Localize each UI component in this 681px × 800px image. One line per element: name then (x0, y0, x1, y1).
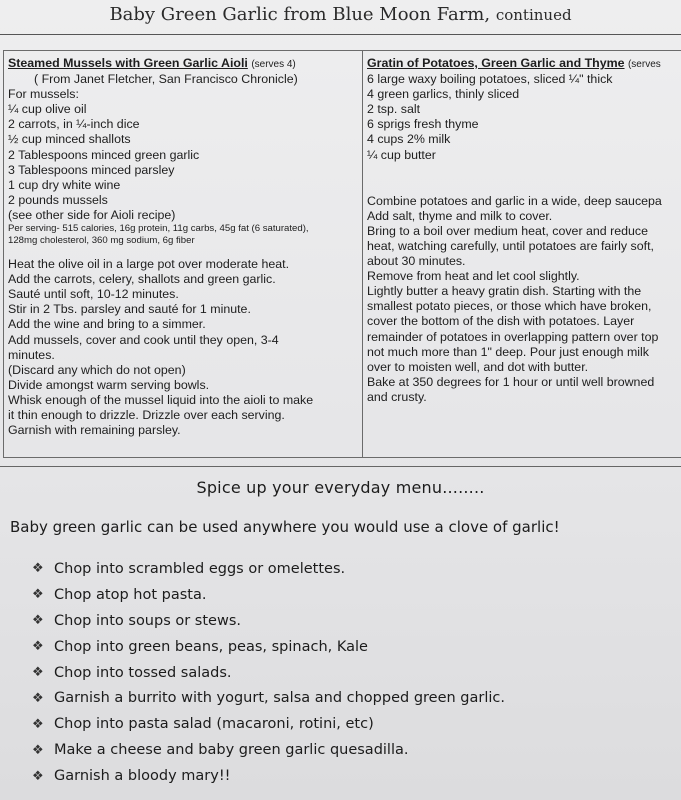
page-title-continued: continued (495, 6, 572, 24)
ingredient-line: 2 carrots, in ¼-inch dice (8, 117, 140, 132)
tip-text: Chop into green beans, peas, spinach, Kale (54, 638, 368, 655)
direction-line: Add salt, thyme and milk to cover. (367, 208, 553, 223)
ingredient-line: 2 Tablespoons minced green garlic (8, 147, 200, 162)
ingredient-line: 2 pounds mussels (8, 192, 108, 207)
direction-line: over to moisten well, and dot with butter. (367, 359, 589, 374)
ingredient-line: For mussels: (8, 87, 79, 102)
spice-section-title: Spice up your everyday menu........ (196, 478, 485, 497)
direction-line: not much more than 1" deep. Pour just enough milk (367, 344, 649, 359)
tip-text: Chop atop hot pasta. (54, 586, 207, 603)
ingredient-line: 6 sprigs fresh thyme (367, 117, 479, 132)
left-directions (8, 257, 358, 438)
direction-line: Lightly butter a heavy gratin dish. Starting with the (367, 284, 642, 299)
direction-line: about 30 minutes. (367, 254, 466, 269)
direction-line: Add the wine and bring to a simmer. (8, 317, 206, 332)
direction-line: heat, watching carefully, until potatoes are fairly soft, (367, 238, 654, 253)
left-ingredients (8, 87, 358, 223)
nutrition-info (8, 223, 358, 247)
direction-line: Combine potatoes and garlic in a wide, deep saucepa (367, 193, 662, 208)
ingredient-line: 2 tsp. salt (367, 102, 421, 117)
left-recipe-source: ( From Janet Fletcher, San Francisco Chronicle) (34, 72, 298, 87)
ingredient-line: (see other side for Aioli recipe) (8, 207, 176, 222)
tip-text: Chop into soups or stews. (54, 612, 241, 629)
direction-line: Add mussels, cover and cook until they open, 3-4 (8, 332, 279, 347)
tip-text: Make a cheese and baby green garlic quesadilla. (54, 742, 409, 759)
diamond-bullet-icon: ❖ (32, 587, 44, 603)
left-recipe-serves: (serves 4) (251, 59, 296, 70)
direction-line: Divide amongst warm serving bowls. (8, 377, 210, 392)
list-item (32, 660, 505, 686)
diamond-bullet-icon: ❖ (32, 561, 44, 577)
left-recipe (8, 56, 358, 438)
direction-line: cover the bottom of the dish with potatoes. Layer (367, 314, 635, 329)
nutrition-line: 128mg cholesterol, 360 mg sodium, 6g fiber (8, 235, 195, 247)
direction-line: Stir in 2 Tbs. parsley and sauté for 1 minute. (8, 302, 251, 317)
direction-line: Sauté until soft, 10-12 minutes. (8, 287, 179, 302)
recipe-column-divider (362, 50, 363, 458)
direction-line: remainder of potatoes in overlapping pattern over top (367, 329, 659, 344)
direction-line: Whisk enough of the mussel liquid into the aioli to make (8, 392, 314, 407)
diamond-bullet-icon: ❖ (32, 665, 44, 680)
direction-line: minutes. (8, 347, 55, 362)
ingredient-line: 3 Tablespoons minced parsley (8, 162, 175, 177)
list-item (32, 685, 505, 711)
list-item (32, 582, 505, 608)
tip-text: Chop into tossed salads. (54, 664, 232, 681)
tip-text: Chop into scrambled eggs or omelettes. (54, 560, 346, 577)
section-rule (0, 466, 681, 467)
tip-text: Chop into pasta salad (macaroni, rotini, etc) (54, 716, 374, 733)
diamond-bullet-icon: ❖ (32, 768, 44, 784)
direction-line: it thin enough to drizzle. Drizzle over each serving. (8, 407, 285, 422)
tip-text: Garnish a burrito with yogurt, salsa and chopped green garlic. (54, 690, 505, 707)
direction-line: smallest potato pieces, or those which have broken, (367, 299, 652, 314)
list-item (32, 763, 505, 789)
direction-line: Garnish with remaining parsley. (8, 423, 181, 438)
direction-line: Bake at 350 degrees for 1 hour or until well browned (367, 374, 655, 389)
left-recipe-title: Steamed Mussels with Green Garlic Aioli (8, 56, 248, 70)
diamond-bullet-icon: ❖ (32, 716, 44, 732)
list-item (32, 737, 505, 763)
direction-line: Add the carrots, celery, shallots and green garlic. (8, 272, 276, 287)
ingredient-line: 6 large waxy boiling potatoes, sliced ¼" thick (367, 72, 613, 87)
diamond-bullet-icon: ❖ (32, 690, 44, 706)
ingredient-line: ½ cup minced shallots (8, 132, 131, 147)
direction-line: Bring to a boil over medium heat, cover and reduce (367, 223, 649, 238)
direction-line: (Discard any which do not open) (8, 362, 186, 377)
right-ingredients (367, 72, 681, 163)
direction-line: Heat the olive oil in a large pot over moderate heat. (8, 257, 290, 272)
diamond-bullet-icon: ❖ (32, 639, 44, 655)
right-recipe-serves: (serves (627, 59, 661, 70)
direction-line: and crusty. (367, 389, 427, 404)
top-rule (0, 34, 681, 35)
ingredient-line: ¼ cup butter (367, 147, 436, 162)
page-title-text: Baby Green Garlic from Blue Moon Farm, (109, 4, 491, 25)
nutrition-line: Per serving- 515 calories, 16g protein, 11g carbs, 45g fat (6 saturated), (8, 223, 309, 235)
list-item (32, 556, 505, 582)
right-recipe (367, 56, 681, 405)
ingredient-line: 4 cups 2% milk (367, 132, 451, 147)
direction-line: Remove from heat and let cool slightly. (367, 269, 580, 284)
spice-intro: Baby green garlic can be used anywhere you would use a clove of garlic! (10, 518, 560, 536)
page-title (0, 4, 681, 25)
diamond-bullet-icon: ❖ (32, 613, 44, 629)
tip-text: Garnish a bloody mary!! (54, 768, 231, 785)
list-item (32, 711, 505, 737)
list-item (32, 634, 505, 660)
right-directions (367, 194, 681, 405)
list-item (32, 608, 505, 634)
ingredient-line: ¼ cup olive oil (8, 102, 87, 117)
ingredient-line: 1 cup dry white wine (8, 177, 121, 192)
tips-list (32, 556, 505, 789)
ingredient-line: 4 green garlics, thinly sliced (367, 87, 520, 102)
right-recipe-title: Gratin of Potatoes, Green Garlic and Thyme (367, 56, 625, 70)
diamond-bullet-icon: ❖ (32, 742, 44, 758)
